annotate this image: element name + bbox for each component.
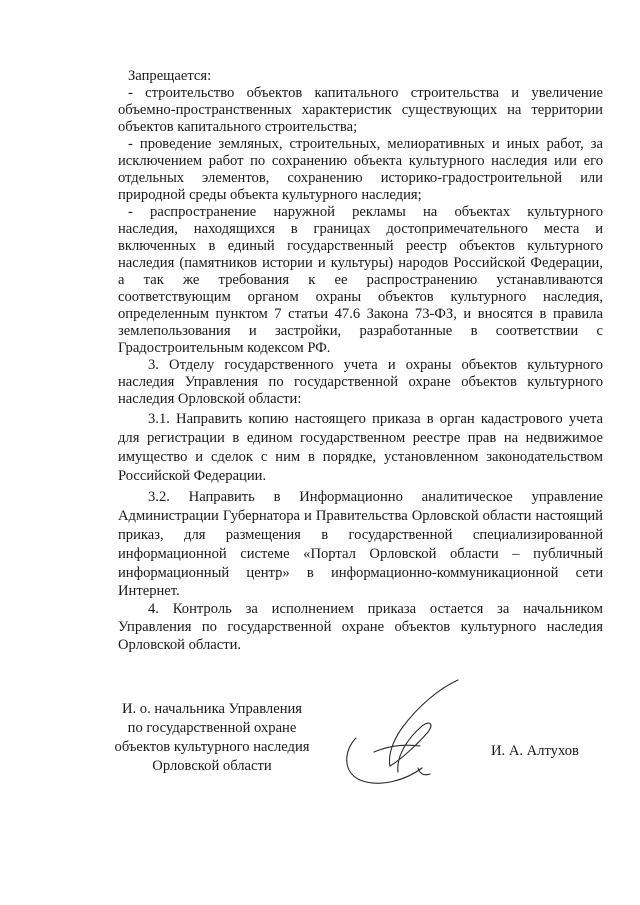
- signer-position-line-1: И. о. начальника Управления: [121, 701, 303, 717]
- body-text-line: природной среды объекта культурного наследия;: [118, 187, 422, 203]
- body-text-line: наследия, находящихся в границах достопримечательного места и: [118, 221, 603, 237]
- body-text-line: Администрации Губернатора и Правительства Орловской области настоящий: [118, 508, 603, 524]
- body-text-line: - проведение земляных, строительных, мелиоративных и иных работ, за: [128, 136, 603, 152]
- body-text-line: объектов капитального строительства;: [118, 119, 358, 135]
- body-text-line: приказ, для размещения в государственной специализированной: [118, 527, 603, 543]
- body-text-line: - строительство объектов капитального строительства и увеличение: [128, 85, 603, 101]
- body-text-line: Российской Федерации.: [118, 468, 267, 484]
- body-text-line: 3.2. Направить в Информационно аналитическое управление: [148, 489, 603, 505]
- signer-position-line-3: объектов культурного наследия: [114, 739, 310, 755]
- body-text-line: исключением работ по сохранению объекта культурного наследия или его: [118, 153, 603, 169]
- body-text-line: 3. Отделу государственного учета и охраны объектов культурного: [148, 357, 603, 373]
- body-text-line: Орловской области.: [118, 637, 242, 653]
- body-text-line: 4. Контроль за исполнением приказа остается за начальником: [148, 601, 603, 617]
- signer-position-line-2: по государственной охране: [127, 720, 297, 736]
- body-text-line: - распространение наружной рекламы на объектах культурного: [128, 204, 603, 220]
- signer-position-line-4: Орловской области: [152, 758, 272, 774]
- body-text-line: для регистрации в едином государственном реестре прав на недвижимое: [118, 430, 603, 446]
- body-text-line: Управления по государственной охране объектов культурного наследия: [118, 619, 603, 635]
- handwritten-signature: [330, 676, 480, 796]
- body-text-line: Запрещается:: [128, 68, 212, 84]
- body-text-line: Интернет.: [118, 583, 180, 599]
- body-text-line: соответствующим органом охраны объектов культурного наследия,: [118, 289, 603, 305]
- body-text-line: информационной системе «Портал Орловской области – публичный: [118, 546, 603, 562]
- body-text-line: наследия Орловской области:: [118, 391, 302, 407]
- body-text-line: имущество и сделок с ним в порядке, установленном законодательством: [118, 449, 603, 465]
- signer-name: И. А. Алтухов: [491, 743, 579, 759]
- body-text-line: 3.1. Направить копию настоящего приказа в орган кадастрового учета: [148, 411, 603, 427]
- body-text-line: определенным пунктом 7 статьи 47.6 Закона 73-ФЗ, и вносятся в правила: [118, 306, 603, 322]
- body-text-line: наследия (памятников истории и культуры) народов Российской Федерации,: [118, 255, 603, 271]
- body-text-line: а так же требования к ее распространению устанавливаются: [118, 272, 603, 288]
- body-text-line: землепользования и застройки, разработанные в соответствии с: [118, 323, 603, 339]
- body-text-line: отдельных элементов, сохранению историко-градостроительной или: [118, 170, 603, 186]
- body-text-line: наследия Управления по государственной охране объектов культурного: [118, 374, 603, 390]
- body-text-line: Градостроительным кодексом РФ.: [118, 340, 331, 356]
- body-text-line: включенных в единый государственный реестр объектов культурного: [118, 238, 603, 254]
- body-text-line: объемно-пространственных характеристик существующих на территории: [118, 102, 603, 118]
- body-text-line: информационный центр» в информационно-коммуникационной сети: [118, 565, 603, 581]
